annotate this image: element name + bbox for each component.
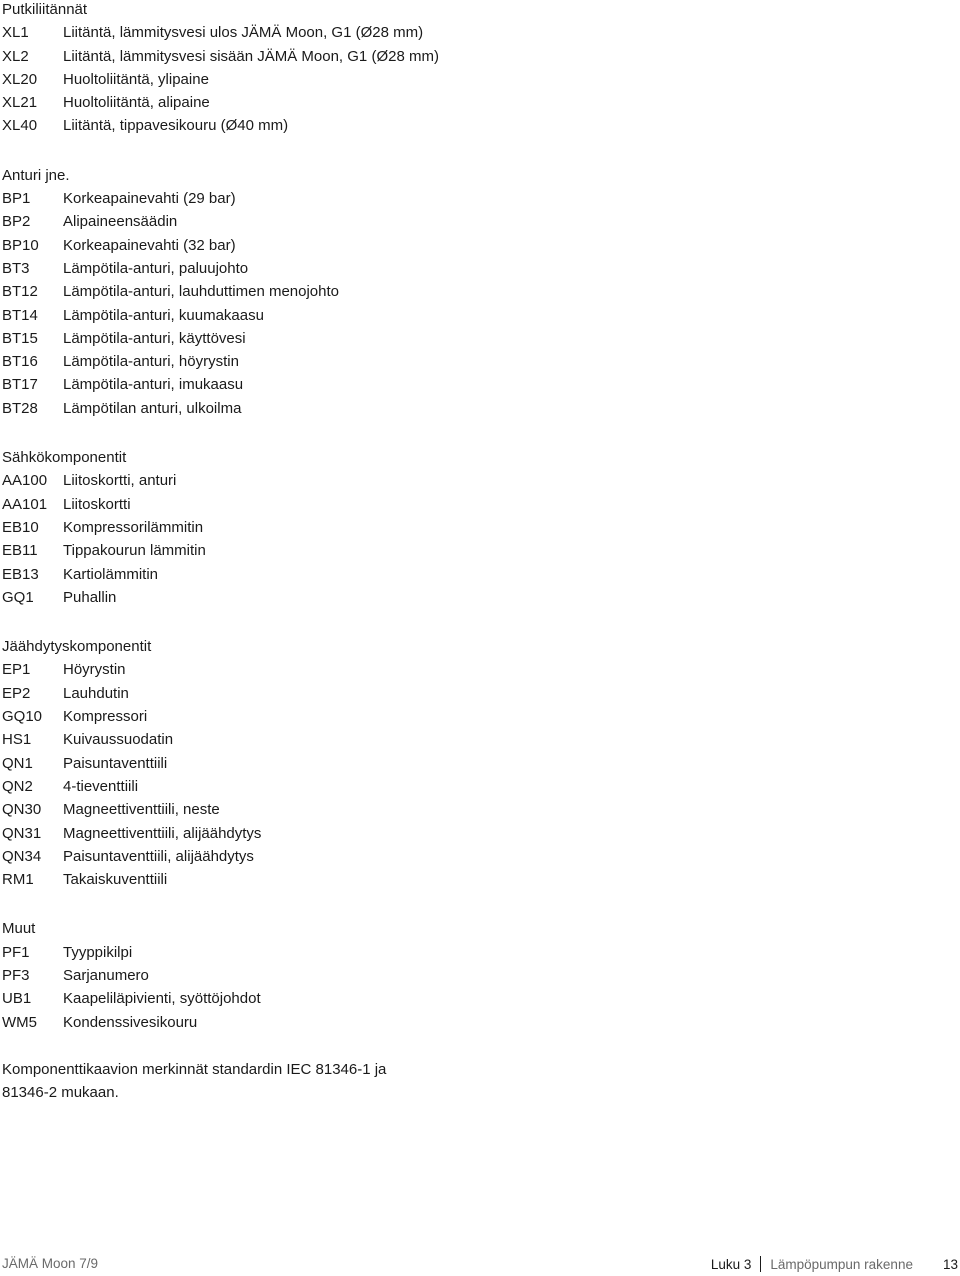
section	[2, 635, 942, 891]
list-item	[2, 798, 942, 821]
component-code: XL21	[2, 94, 38, 112]
list-item	[2, 682, 942, 705]
list-item	[2, 563, 942, 586]
component-code: XL20	[2, 70, 38, 88]
section-title: Anturi jne.	[2, 166, 70, 184]
sections-container	[2, 0, 942, 1034]
component-description: Lauhdutin	[63, 684, 129, 702]
page-footer	[0, 1256, 960, 1276]
component-code: BP10	[2, 236, 39, 254]
list-item	[2, 586, 942, 609]
component-code: BT3	[2, 259, 30, 277]
list-item	[2, 539, 942, 562]
component-code: BT12	[2, 283, 38, 301]
component-description: Korkeapainevahti (29 bar)	[63, 190, 236, 208]
component-code: UB1	[2, 990, 32, 1008]
list-item	[2, 469, 942, 492]
component-description: Kaapeliläpivienti, syöttöjohdot	[63, 990, 261, 1008]
component-description: Liitäntä, tippavesikouru (Ø40 mm)	[63, 117, 289, 135]
component-list	[2, 0, 942, 1104]
component-description: Kompressori	[63, 708, 148, 726]
list-item	[2, 1011, 942, 1034]
component-code: GQ1	[2, 588, 34, 606]
component-code: XL40	[2, 117, 38, 135]
section-title: Sähkökomponentit	[2, 449, 127, 467]
component-description: Kartiolämmitin	[63, 565, 159, 583]
component-description: Liitäntä, lämmitysvesi ulos JÄMÄ Moon, G1 (Ø28 mm)	[63, 24, 424, 42]
component-code: QN2	[2, 777, 33, 795]
component-code: PF1	[2, 943, 30, 961]
component-description: Korkeapainevahti (32 bar)	[63, 236, 236, 254]
component-code: EB13	[2, 565, 39, 583]
component-code: GQ10	[2, 708, 43, 726]
component-description: Kompressorilämmitin	[63, 518, 204, 536]
component-description: Höyrystin	[63, 661, 126, 679]
list-item	[2, 280, 942, 303]
component-code: BT28	[2, 399, 38, 417]
component-description: Lämpötila-anturi, käyttövesi	[63, 329, 246, 347]
list-item	[2, 21, 942, 44]
component-code: AA101	[2, 495, 48, 513]
standard-note: Komponenttikaavion merkinnät standardin IEC 81346-1 ja 81346-2 mukaan.	[2, 1060, 387, 1102]
component-description: Lämpötila-anturi, imukaasu	[63, 376, 244, 394]
component-description: Tyyppikilpi	[63, 943, 133, 961]
footer-chapter-title: Lämpöpumpun rakenne	[770, 1256, 913, 1272]
list-item	[2, 868, 942, 891]
component-code: BT14	[2, 306, 38, 324]
component-description: Takaiskuventtiili	[63, 871, 168, 889]
component-code: BT17	[2, 376, 38, 394]
list-item	[2, 114, 942, 137]
component-description: Kondenssivesikouru	[63, 1013, 198, 1031]
component-code: QN30	[2, 801, 42, 819]
component-description: Magneettiventtiili, alijäähdytys	[63, 824, 262, 842]
list-item	[2, 845, 942, 868]
list-item	[2, 941, 942, 964]
component-description: 4-tieventtiili	[63, 777, 139, 795]
list-item	[2, 964, 942, 987]
section-title: Jäähdytyskomponentit	[2, 638, 152, 656]
component-code: EB11	[2, 542, 38, 560]
component-code: BT15	[2, 329, 38, 347]
list-item	[2, 304, 942, 327]
footer-chapter: Luku 3	[710, 1256, 752, 1272]
component-code: QN31	[2, 824, 42, 842]
list-item	[2, 397, 942, 420]
component-code: HS1	[2, 731, 32, 749]
component-code: XL2	[2, 47, 29, 65]
footer-separator	[760, 1256, 761, 1272]
component-description: Lämpötilan anturi, ulkoilma	[63, 399, 242, 417]
component-description: Lämpötila-anturi, lauhduttimen menojohto	[63, 283, 339, 301]
list-item	[2, 658, 942, 681]
component-description: Liitäntä, lämmitysvesi sisään JÄMÄ Moon, G1 (Ø28 mm)	[63, 47, 439, 65]
component-description: Paisuntaventtiili	[63, 754, 168, 772]
component-code: BP1	[2, 190, 31, 208]
component-code: PF3	[2, 966, 30, 984]
component-description: Alipaineensäädin	[63, 213, 178, 231]
component-code: EB10	[2, 518, 39, 536]
component-code: WM5	[2, 1013, 37, 1031]
list-item	[2, 45, 942, 68]
component-description: Paisuntaventtiili, alijäähdytys	[63, 847, 254, 865]
component-description: Huoltoliitäntä, ylipaine	[63, 70, 209, 88]
list-item	[2, 516, 942, 539]
list-item	[2, 350, 942, 373]
component-description: Kuivaussuodatin	[63, 731, 174, 749]
component-code: AA100	[2, 472, 48, 490]
component-code: QN1	[2, 754, 33, 772]
component-code: QN34	[2, 847, 42, 865]
list-item	[2, 705, 942, 728]
list-item	[2, 68, 942, 91]
component-description: Lämpötila-anturi, paluujohto	[63, 259, 249, 277]
list-item	[2, 373, 942, 396]
component-description: Lämpötila-anturi, höyrystin	[63, 353, 239, 371]
section	[2, 164, 942, 420]
section	[2, 0, 942, 138]
list-item	[2, 187, 942, 210]
component-description: Lämpötila-anturi, kuumakaasu	[63, 306, 264, 324]
list-item	[2, 728, 942, 751]
list-item	[2, 987, 942, 1010]
list-item	[2, 775, 942, 798]
list-item	[2, 210, 942, 233]
footer-product: JÄMÄ Moon 7/9	[2, 1256, 99, 1271]
component-description: Magneettiventtiili, neste	[63, 801, 220, 819]
component-description: Huoltoliitäntä, alipaine	[63, 94, 210, 112]
list-item	[2, 822, 942, 845]
section	[2, 917, 942, 1033]
component-description: Liitoskortti, anturi	[63, 472, 177, 490]
list-item	[2, 234, 942, 257]
section	[2, 446, 942, 609]
list-item	[2, 752, 942, 775]
section-title: Putkiliitännät	[2, 1, 88, 18]
section-title: Muut	[2, 920, 36, 938]
list-item	[2, 91, 942, 114]
component-code: EP2	[2, 684, 31, 702]
footer-page-number: 13	[942, 1256, 958, 1272]
component-description: Sarjanumero	[63, 966, 149, 984]
component-code: RM1	[2, 871, 34, 889]
list-item	[2, 257, 942, 280]
component-code: BP2	[2, 213, 31, 231]
component-description: Tippakourun lämmitin	[63, 542, 206, 560]
list-item	[2, 327, 942, 350]
component-code: XL1	[2, 24, 29, 42]
component-description: Puhallin	[63, 588, 117, 606]
component-code: BT16	[2, 353, 38, 371]
component-description: Liitoskortti	[63, 495, 131, 513]
footer-chapter-info	[711, 1256, 958, 1272]
list-item	[2, 493, 942, 516]
component-code: EP1	[2, 661, 31, 679]
